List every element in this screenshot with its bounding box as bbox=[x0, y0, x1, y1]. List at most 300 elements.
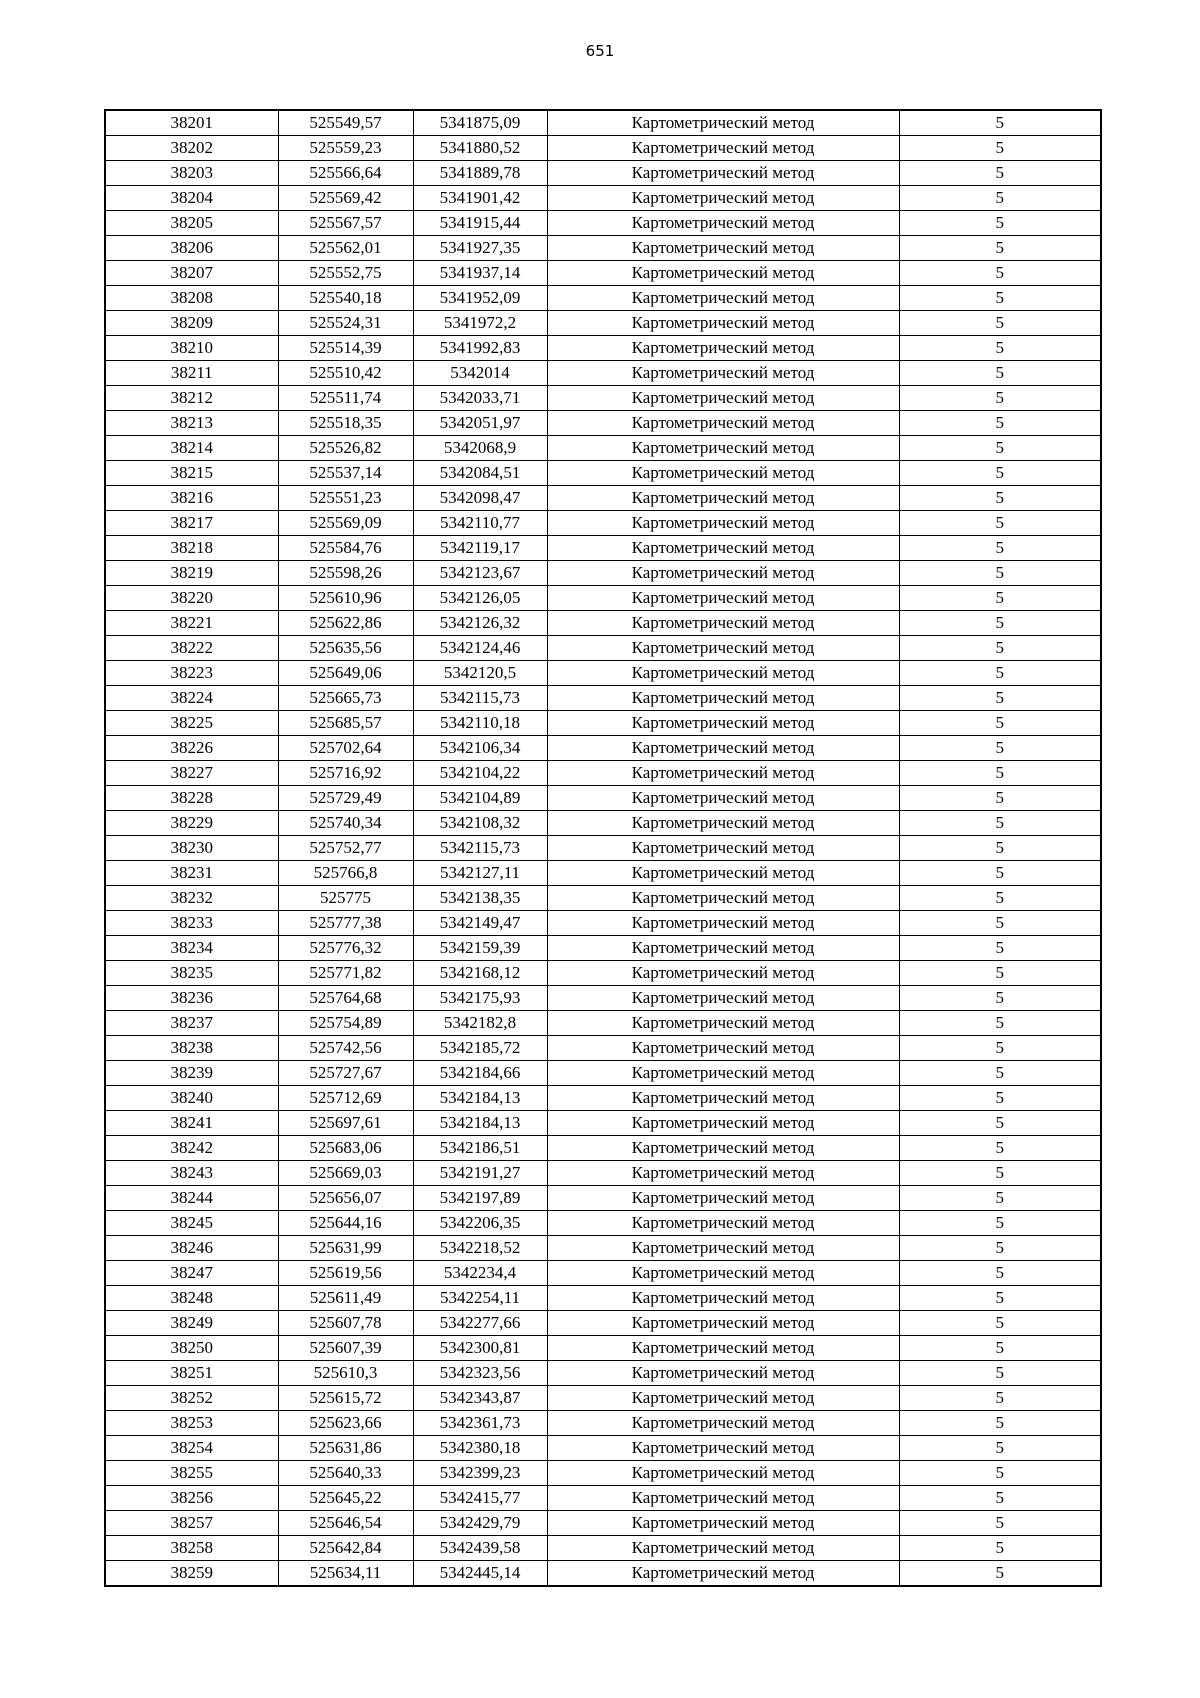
x-coordinate-cell: 525712,69 bbox=[278, 1086, 413, 1111]
x-coordinate-cell: 525752,77 bbox=[278, 836, 413, 861]
accuracy-cell: 5 bbox=[899, 1011, 1101, 1036]
method-cell: Картометрический метод bbox=[547, 336, 899, 361]
y-coordinate-cell: 5341901,42 bbox=[413, 186, 547, 211]
point-number-cell: 38232 bbox=[105, 886, 278, 911]
x-coordinate-cell: 525551,23 bbox=[278, 486, 413, 511]
method-cell: Картометрический метод bbox=[547, 311, 899, 336]
x-coordinate-cell: 525644,16 bbox=[278, 1211, 413, 1236]
point-number-cell: 38213 bbox=[105, 411, 278, 436]
x-coordinate-cell: 525566,64 bbox=[278, 161, 413, 186]
accuracy-cell: 5 bbox=[899, 586, 1101, 611]
y-coordinate-cell: 5342104,89 bbox=[413, 786, 547, 811]
y-coordinate-cell: 5342126,32 bbox=[413, 611, 547, 636]
x-coordinate-cell: 525777,38 bbox=[278, 911, 413, 936]
table-row bbox=[105, 736, 1101, 761]
method-cell: Картометрический метод bbox=[547, 386, 899, 411]
x-coordinate-cell: 525669,03 bbox=[278, 1161, 413, 1186]
x-coordinate-cell: 525646,54 bbox=[278, 1511, 413, 1536]
method-cell: Картометрический метод bbox=[547, 886, 899, 911]
x-coordinate-cell: 525610,96 bbox=[278, 586, 413, 611]
x-coordinate-cell: 525642,84 bbox=[278, 1536, 413, 1561]
x-coordinate-cell: 525569,42 bbox=[278, 186, 413, 211]
method-cell: Картометрический метод bbox=[547, 436, 899, 461]
x-coordinate-cell: 525607,39 bbox=[278, 1336, 413, 1361]
y-coordinate-cell: 5342168,12 bbox=[413, 961, 547, 986]
y-coordinate-cell: 5341972,2 bbox=[413, 311, 547, 336]
x-coordinate-cell: 525776,32 bbox=[278, 936, 413, 961]
y-coordinate-cell: 5342149,47 bbox=[413, 911, 547, 936]
accuracy-cell: 5 bbox=[899, 1561, 1101, 1587]
y-coordinate-cell: 5341927,35 bbox=[413, 236, 547, 261]
point-number-cell: 38259 bbox=[105, 1561, 278, 1587]
table-row bbox=[105, 811, 1101, 836]
point-number-cell: 38239 bbox=[105, 1061, 278, 1086]
point-number-cell: 38220 bbox=[105, 586, 278, 611]
y-coordinate-cell: 5341992,83 bbox=[413, 336, 547, 361]
method-cell: Картометрический метод bbox=[547, 611, 899, 636]
x-coordinate-cell: 525764,68 bbox=[278, 986, 413, 1011]
point-number-cell: 38230 bbox=[105, 836, 278, 861]
accuracy-cell: 5 bbox=[899, 311, 1101, 336]
table-row bbox=[105, 861, 1101, 886]
y-coordinate-cell: 5342300,81 bbox=[413, 1336, 547, 1361]
accuracy-cell: 5 bbox=[899, 986, 1101, 1011]
method-cell: Картометрический метод bbox=[547, 961, 899, 986]
table-row bbox=[105, 136, 1101, 161]
accuracy-cell: 5 bbox=[899, 1411, 1101, 1436]
y-coordinate-cell: 5342108,32 bbox=[413, 811, 547, 836]
method-cell: Картометрический метод bbox=[547, 461, 899, 486]
table-row bbox=[105, 636, 1101, 661]
x-coordinate-cell: 525524,31 bbox=[278, 311, 413, 336]
y-coordinate-cell: 5342033,71 bbox=[413, 386, 547, 411]
x-coordinate-cell: 525540,18 bbox=[278, 286, 413, 311]
accuracy-cell: 5 bbox=[899, 861, 1101, 886]
point-number-cell: 38235 bbox=[105, 961, 278, 986]
x-coordinate-cell: 525569,09 bbox=[278, 511, 413, 536]
method-cell: Картометрический метод bbox=[547, 1386, 899, 1411]
method-cell: Картометрический метод bbox=[547, 1336, 899, 1361]
point-number-cell: 38203 bbox=[105, 161, 278, 186]
point-number-cell: 38258 bbox=[105, 1536, 278, 1561]
x-coordinate-cell: 525766,8 bbox=[278, 861, 413, 886]
accuracy-cell: 5 bbox=[899, 886, 1101, 911]
method-cell: Картометрический метод bbox=[547, 486, 899, 511]
y-coordinate-cell: 5341875,09 bbox=[413, 110, 547, 136]
accuracy-cell: 5 bbox=[899, 761, 1101, 786]
x-coordinate-cell: 525683,06 bbox=[278, 1136, 413, 1161]
y-coordinate-cell: 5342439,58 bbox=[413, 1536, 547, 1561]
table-row bbox=[105, 911, 1101, 936]
table-row bbox=[105, 186, 1101, 211]
x-coordinate-cell: 525775 bbox=[278, 886, 413, 911]
x-coordinate-cell: 525610,3 bbox=[278, 1361, 413, 1386]
table-row bbox=[105, 786, 1101, 811]
table-row bbox=[105, 1061, 1101, 1086]
method-cell: Картометрический метод bbox=[547, 411, 899, 436]
point-number-cell: 38251 bbox=[105, 1361, 278, 1386]
coordinates-table bbox=[104, 109, 1102, 1587]
table-row bbox=[105, 561, 1101, 586]
table-row bbox=[105, 1361, 1101, 1386]
point-number-cell: 38205 bbox=[105, 211, 278, 236]
x-coordinate-cell: 525598,26 bbox=[278, 561, 413, 586]
accuracy-cell: 5 bbox=[899, 261, 1101, 286]
method-cell: Картометрический метод bbox=[547, 361, 899, 386]
table-row bbox=[105, 1461, 1101, 1486]
accuracy-cell: 5 bbox=[899, 1136, 1101, 1161]
y-coordinate-cell: 5342138,35 bbox=[413, 886, 547, 911]
accuracy-cell: 5 bbox=[899, 836, 1101, 861]
x-coordinate-cell: 525754,89 bbox=[278, 1011, 413, 1036]
x-coordinate-cell: 525584,76 bbox=[278, 536, 413, 561]
point-number-cell: 38215 bbox=[105, 461, 278, 486]
y-coordinate-cell: 5342184,13 bbox=[413, 1086, 547, 1111]
point-number-cell: 38225 bbox=[105, 711, 278, 736]
y-coordinate-cell: 5342182,8 bbox=[413, 1011, 547, 1036]
table-row bbox=[105, 511, 1101, 536]
method-cell: Картометрический метод bbox=[547, 1161, 899, 1186]
table-row bbox=[105, 536, 1101, 561]
y-coordinate-cell: 5342380,18 bbox=[413, 1436, 547, 1461]
y-coordinate-cell: 5342361,73 bbox=[413, 1411, 547, 1436]
x-coordinate-cell: 525740,34 bbox=[278, 811, 413, 836]
accuracy-cell: 5 bbox=[899, 1261, 1101, 1286]
y-coordinate-cell: 5342343,87 bbox=[413, 1386, 547, 1411]
accuracy-cell: 5 bbox=[899, 361, 1101, 386]
accuracy-cell: 5 bbox=[899, 1536, 1101, 1561]
table-row bbox=[105, 486, 1101, 511]
accuracy-cell: 5 bbox=[899, 1486, 1101, 1511]
point-number-cell: 38254 bbox=[105, 1436, 278, 1461]
x-coordinate-cell: 525537,14 bbox=[278, 461, 413, 486]
accuracy-cell: 5 bbox=[899, 1086, 1101, 1111]
point-number-cell: 38234 bbox=[105, 936, 278, 961]
y-coordinate-cell: 5342014 bbox=[413, 361, 547, 386]
table-row bbox=[105, 936, 1101, 961]
x-coordinate-cell: 525510,42 bbox=[278, 361, 413, 386]
y-coordinate-cell: 5342175,93 bbox=[413, 986, 547, 1011]
accuracy-cell: 5 bbox=[899, 1436, 1101, 1461]
x-coordinate-cell: 525549,57 bbox=[278, 110, 413, 136]
table-row bbox=[105, 686, 1101, 711]
y-coordinate-cell: 5342124,46 bbox=[413, 636, 547, 661]
y-coordinate-cell: 5342123,67 bbox=[413, 561, 547, 586]
point-number-cell: 38229 bbox=[105, 811, 278, 836]
table-row bbox=[105, 1561, 1101, 1587]
method-cell: Картометрический метод bbox=[547, 1111, 899, 1136]
method-cell: Картометрический метод bbox=[547, 786, 899, 811]
y-coordinate-cell: 5342068,9 bbox=[413, 436, 547, 461]
table-row bbox=[105, 1036, 1101, 1061]
table-row bbox=[105, 1336, 1101, 1361]
y-coordinate-cell: 5342106,34 bbox=[413, 736, 547, 761]
method-cell: Картометрический метод bbox=[547, 136, 899, 161]
table-row bbox=[105, 1186, 1101, 1211]
x-coordinate-cell: 525622,86 bbox=[278, 611, 413, 636]
x-coordinate-cell: 525640,33 bbox=[278, 1461, 413, 1486]
table-row bbox=[105, 236, 1101, 261]
point-number-cell: 38228 bbox=[105, 786, 278, 811]
accuracy-cell: 5 bbox=[899, 1461, 1101, 1486]
accuracy-cell: 5 bbox=[899, 411, 1101, 436]
table-row bbox=[105, 986, 1101, 1011]
point-number-cell: 38238 bbox=[105, 1036, 278, 1061]
point-number-cell: 38252 bbox=[105, 1386, 278, 1411]
point-number-cell: 38245 bbox=[105, 1211, 278, 1236]
table-row bbox=[105, 1111, 1101, 1136]
table-row bbox=[105, 1511, 1101, 1536]
accuracy-cell: 5 bbox=[899, 1036, 1101, 1061]
y-coordinate-cell: 5342218,52 bbox=[413, 1236, 547, 1261]
table-row bbox=[105, 411, 1101, 436]
y-coordinate-cell: 5342415,77 bbox=[413, 1486, 547, 1511]
accuracy-cell: 5 bbox=[899, 211, 1101, 236]
method-cell: Картометрический метод bbox=[547, 586, 899, 611]
y-coordinate-cell: 5342119,17 bbox=[413, 536, 547, 561]
coordinates-table-body bbox=[105, 110, 1101, 1586]
table-row bbox=[105, 1236, 1101, 1261]
table-row bbox=[105, 211, 1101, 236]
accuracy-cell: 5 bbox=[899, 1061, 1101, 1086]
y-coordinate-cell: 5342197,89 bbox=[413, 1186, 547, 1211]
y-coordinate-cell: 5342323,56 bbox=[413, 1361, 547, 1386]
table-row bbox=[105, 711, 1101, 736]
point-number-cell: 38255 bbox=[105, 1461, 278, 1486]
method-cell: Картометрический метод bbox=[547, 811, 899, 836]
point-number-cell: 38236 bbox=[105, 986, 278, 1011]
y-coordinate-cell: 5342115,73 bbox=[413, 686, 547, 711]
table-row bbox=[105, 1011, 1101, 1036]
y-coordinate-cell: 5341952,09 bbox=[413, 286, 547, 311]
method-cell: Картометрический метод bbox=[547, 1561, 899, 1587]
point-number-cell: 38242 bbox=[105, 1136, 278, 1161]
method-cell: Картометрический метод bbox=[547, 1311, 899, 1336]
method-cell: Картометрический метод bbox=[547, 686, 899, 711]
accuracy-cell: 5 bbox=[899, 811, 1101, 836]
point-number-cell: 38216 bbox=[105, 486, 278, 511]
table-row bbox=[105, 286, 1101, 311]
point-number-cell: 38231 bbox=[105, 861, 278, 886]
x-coordinate-cell: 525685,57 bbox=[278, 711, 413, 736]
y-coordinate-cell: 5342254,11 bbox=[413, 1286, 547, 1311]
table-row bbox=[105, 436, 1101, 461]
y-coordinate-cell: 5342277,66 bbox=[413, 1311, 547, 1336]
x-coordinate-cell: 525729,49 bbox=[278, 786, 413, 811]
accuracy-cell: 5 bbox=[899, 786, 1101, 811]
table-row bbox=[105, 1086, 1101, 1111]
table-row bbox=[105, 961, 1101, 986]
point-number-cell: 38211 bbox=[105, 361, 278, 386]
x-coordinate-cell: 525645,22 bbox=[278, 1486, 413, 1511]
x-coordinate-cell: 525631,86 bbox=[278, 1436, 413, 1461]
table-row bbox=[105, 611, 1101, 636]
table-row bbox=[105, 1161, 1101, 1186]
x-coordinate-cell: 525649,06 bbox=[278, 661, 413, 686]
accuracy-cell: 5 bbox=[899, 711, 1101, 736]
table-row bbox=[105, 1286, 1101, 1311]
x-coordinate-cell: 525623,66 bbox=[278, 1411, 413, 1436]
y-coordinate-cell: 5342445,14 bbox=[413, 1561, 547, 1587]
x-coordinate-cell: 525511,74 bbox=[278, 386, 413, 411]
point-number-cell: 38244 bbox=[105, 1186, 278, 1211]
y-coordinate-cell: 5342206,35 bbox=[413, 1211, 547, 1236]
point-number-cell: 38224 bbox=[105, 686, 278, 711]
method-cell: Картометрический метод bbox=[547, 1086, 899, 1111]
point-number-cell: 38222 bbox=[105, 636, 278, 661]
page-number: 651 bbox=[585, 42, 615, 60]
x-coordinate-cell: 525635,56 bbox=[278, 636, 413, 661]
method-cell: Картометрический метод bbox=[547, 736, 899, 761]
table-row bbox=[105, 1386, 1101, 1411]
table-row bbox=[105, 261, 1101, 286]
accuracy-cell: 5 bbox=[899, 286, 1101, 311]
method-cell: Картометрический метод bbox=[547, 286, 899, 311]
y-coordinate-cell: 5342098,47 bbox=[413, 486, 547, 511]
table-row bbox=[105, 336, 1101, 361]
table-row bbox=[105, 1411, 1101, 1436]
table-row bbox=[105, 661, 1101, 686]
x-coordinate-cell: 525634,11 bbox=[278, 1561, 413, 1587]
table-row bbox=[105, 386, 1101, 411]
accuracy-cell: 5 bbox=[899, 1211, 1101, 1236]
method-cell: Картометрический метод bbox=[547, 1211, 899, 1236]
y-coordinate-cell: 5341937,14 bbox=[413, 261, 547, 286]
y-coordinate-cell: 5342184,13 bbox=[413, 1111, 547, 1136]
x-coordinate-cell: 525562,01 bbox=[278, 236, 413, 261]
point-number-cell: 38202 bbox=[105, 136, 278, 161]
table-row bbox=[105, 586, 1101, 611]
method-cell: Картометрический метод bbox=[547, 1061, 899, 1086]
point-number-cell: 38256 bbox=[105, 1486, 278, 1511]
y-coordinate-cell: 5342184,66 bbox=[413, 1061, 547, 1086]
accuracy-cell: 5 bbox=[899, 661, 1101, 686]
accuracy-cell: 5 bbox=[899, 1286, 1101, 1311]
method-cell: Картометрический метод bbox=[547, 211, 899, 236]
method-cell: Картометрический метод bbox=[547, 536, 899, 561]
point-number-cell: 38246 bbox=[105, 1236, 278, 1261]
y-coordinate-cell: 5342186,51 bbox=[413, 1136, 547, 1161]
x-coordinate-cell: 525665,73 bbox=[278, 686, 413, 711]
x-coordinate-cell: 525771,82 bbox=[278, 961, 413, 986]
point-number-cell: 38240 bbox=[105, 1086, 278, 1111]
accuracy-cell: 5 bbox=[899, 1111, 1101, 1136]
accuracy-cell: 5 bbox=[899, 110, 1101, 136]
point-number-cell: 38227 bbox=[105, 761, 278, 786]
table-row bbox=[105, 1211, 1101, 1236]
point-number-cell: 38209 bbox=[105, 311, 278, 336]
point-number-cell: 38223 bbox=[105, 661, 278, 686]
method-cell: Картометрический метод bbox=[547, 1436, 899, 1461]
point-number-cell: 38217 bbox=[105, 511, 278, 536]
method-cell: Картометрический метод bbox=[547, 1411, 899, 1436]
y-coordinate-cell: 5341880,52 bbox=[413, 136, 547, 161]
accuracy-cell: 5 bbox=[899, 161, 1101, 186]
accuracy-cell: 5 bbox=[899, 686, 1101, 711]
y-coordinate-cell: 5342110,77 bbox=[413, 511, 547, 536]
accuracy-cell: 5 bbox=[899, 186, 1101, 211]
method-cell: Картометрический метод bbox=[547, 1136, 899, 1161]
point-number-cell: 38257 bbox=[105, 1511, 278, 1536]
x-coordinate-cell: 525615,72 bbox=[278, 1386, 413, 1411]
accuracy-cell: 5 bbox=[899, 636, 1101, 661]
point-number-cell: 38243 bbox=[105, 1161, 278, 1186]
x-coordinate-cell: 525716,92 bbox=[278, 761, 413, 786]
y-coordinate-cell: 5342185,72 bbox=[413, 1036, 547, 1061]
accuracy-cell: 5 bbox=[899, 511, 1101, 536]
y-coordinate-cell: 5342051,97 bbox=[413, 411, 547, 436]
method-cell: Картометрический метод bbox=[547, 511, 899, 536]
y-coordinate-cell: 5342115,73 bbox=[413, 836, 547, 861]
y-coordinate-cell: 5342110,18 bbox=[413, 711, 547, 736]
method-cell: Картометрический метод bbox=[547, 711, 899, 736]
accuracy-cell: 5 bbox=[899, 1361, 1101, 1386]
point-number-cell: 38214 bbox=[105, 436, 278, 461]
table-row bbox=[105, 110, 1101, 136]
table-row bbox=[105, 1261, 1101, 1286]
point-number-cell: 38204 bbox=[105, 186, 278, 211]
table-row bbox=[105, 1136, 1101, 1161]
method-cell: Картометрический метод bbox=[547, 261, 899, 286]
x-coordinate-cell: 525518,35 bbox=[278, 411, 413, 436]
method-cell: Картометрический метод bbox=[547, 186, 899, 211]
accuracy-cell: 5 bbox=[899, 1386, 1101, 1411]
point-number-cell: 38247 bbox=[105, 1261, 278, 1286]
method-cell: Картометрический метод bbox=[547, 911, 899, 936]
point-number-cell: 38208 bbox=[105, 286, 278, 311]
x-coordinate-cell: 525514,39 bbox=[278, 336, 413, 361]
table-row bbox=[105, 1311, 1101, 1336]
accuracy-cell: 5 bbox=[899, 1236, 1101, 1261]
accuracy-cell: 5 bbox=[899, 461, 1101, 486]
point-number-cell: 38241 bbox=[105, 1111, 278, 1136]
point-number-cell: 38249 bbox=[105, 1311, 278, 1336]
table-row bbox=[105, 1536, 1101, 1561]
accuracy-cell: 5 bbox=[899, 336, 1101, 361]
x-coordinate-cell: 525607,78 bbox=[278, 1311, 413, 1336]
x-coordinate-cell: 525619,56 bbox=[278, 1261, 413, 1286]
x-coordinate-cell: 525567,57 bbox=[278, 211, 413, 236]
y-coordinate-cell: 5342234,4 bbox=[413, 1261, 547, 1286]
method-cell: Картометрический метод bbox=[547, 1261, 899, 1286]
method-cell: Картометрический метод bbox=[547, 1486, 899, 1511]
point-number-cell: 38207 bbox=[105, 261, 278, 286]
accuracy-cell: 5 bbox=[899, 561, 1101, 586]
method-cell: Картометрический метод bbox=[547, 661, 899, 686]
accuracy-cell: 5 bbox=[899, 936, 1101, 961]
x-coordinate-cell: 525702,64 bbox=[278, 736, 413, 761]
accuracy-cell: 5 bbox=[899, 1186, 1101, 1211]
point-number-cell: 38201 bbox=[105, 110, 278, 136]
table-row bbox=[105, 1486, 1101, 1511]
method-cell: Картометрический метод bbox=[547, 1536, 899, 1561]
point-number-cell: 38212 bbox=[105, 386, 278, 411]
accuracy-cell: 5 bbox=[899, 961, 1101, 986]
y-coordinate-cell: 5342126,05 bbox=[413, 586, 547, 611]
table-row bbox=[105, 461, 1101, 486]
point-number-cell: 38253 bbox=[105, 1411, 278, 1436]
table-row bbox=[105, 836, 1101, 861]
table-row bbox=[105, 361, 1101, 386]
method-cell: Картометрический метод bbox=[547, 1461, 899, 1486]
point-number-cell: 38233 bbox=[105, 911, 278, 936]
accuracy-cell: 5 bbox=[899, 611, 1101, 636]
y-coordinate-cell: 5342084,51 bbox=[413, 461, 547, 486]
y-coordinate-cell: 5341915,44 bbox=[413, 211, 547, 236]
method-cell: Картометрический метод bbox=[547, 561, 899, 586]
accuracy-cell: 5 bbox=[899, 1511, 1101, 1536]
x-coordinate-cell: 525727,67 bbox=[278, 1061, 413, 1086]
